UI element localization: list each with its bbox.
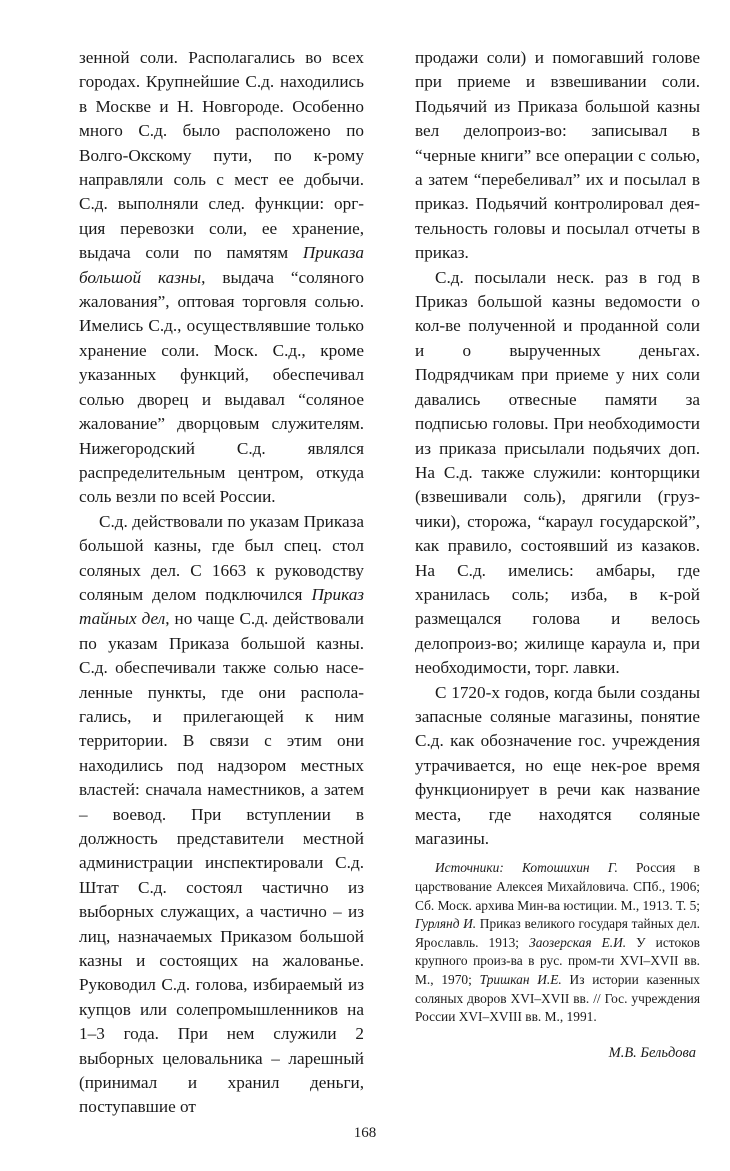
- paragraph-2: С.д. действовали по указам Приказа большой казны, где был спец. стол соляных дел. С 1663 к руководству соляным делом подключился Приказ тайных дел, но чаще С.д. действовали по указам Приказа большой казны. С.д. обеспечивали также солью населенные пункты, где они располагались, и прилегающей к ним территории. В связи с этим они находились под надзором местных властей: сначала наместников, а затем – воевод. При вступлении в должность представители местной администрации инспектировали С.д. Штат С.д. состоял частично из выборных служащих, а частично – из лиц, назначаемых Приказом большой казны и состоящих на жалованье. Руководил С.д. голова, избираемый из купцов или солепромышленников на 1–3 года. При нем служили 2 выборных целовальника – ларешный (принимал и хранил деньги, поступавшие от: [79, 511, 364, 1117]
- right-column: [415, 46, 700, 1065]
- page-number: 168: [353, 1125, 377, 1141]
- sources-label: Источники: Котошихин Г.: [435, 860, 618, 876]
- ref-prikaz-bolshoy-kazny: Приказа большой казны: [79, 243, 364, 287]
- sources-list: Источники: Котошихин Г. Россия в царствование Алексея Михайловича. СПб., 1906; Сб. Моск. архива Мин-ва юстиции. М., 1913. Т. 5; Гурлянд И. Приказ великого государя тайных дел. Ярославль. 1913; Заозерская Е.И. У истоков крупного произ-ва в рус. пром-ти XVI–XVII вв. М., 1970; Тришкан И.Е. Из истории казенных соляных дворов XVI–XVII вв. // Гос. учреждения России XVI–XVIII вв. М., 1991.: [415, 860, 701, 1025]
- paragraph-4: С.д. посылали неск. раз в год в Приказ большой казны ведомости о кол-ве полученной и проданной соли и о вырученных деньгах. Подрядчикам при приеме у них соли давались отвесные памяти за подписью головы. При необходимости из приказа присылали подьячих доп. На С.д. также служили: конторщики (взвешивали соль), дрягили (грузчики), сторожа, “караул государской”, как правило, состоявший из казаков. На С.д. имелись: амбары, где хранилась соль; изба, в к-рой размещался голова и велось делопроиз-во; жилище караула и, при необходимости, торг. лавки.: [415, 267, 700, 678]
- ref-prikaz-taynykh-del: Приказ тайных дел: [79, 584, 364, 629]
- left-column: [79, 46, 364, 1120]
- author-signature: М.В. Бельдова: [608, 1044, 696, 1061]
- paragraph-5: С 1720-х годов, когда были созданы запасные соляные магазины, понятие С.д. как обозначение гос. учреждения утрачивается, но еще нек-рое время функционирует в речи как название места, где находятся соляные магазины.: [415, 682, 700, 848]
- paragraph-1: зенной соли. Располагались во всех городах. Крупнейшие С.д. находились в Москве и Н. Новгороде. Особенно много С.д. было расположено по Волго-Окскому пути, по к-рому направляли соль с мест ее добычи. С.д. выполняли след. функции: орг-ция перевозки соли, ее хранение, выдача соли по памятям Приказа большой казны, выдача “соляного жалования”, оптовая торговля солью. Имелись С.д., осуществлявшие только хранение соли. Моск. С.д., кроме указанных функций, обеспечивал солью дворец и выдавал “соляное жалование” дворцовым служителям. Нижегородский С.д. являлся распределительным центром, откуда соль везли по всей России.: [79, 48, 365, 507]
- paragraph-3: продажи соли) и помогавший голове при приеме и взвешивании соли. Подьячий из Приказа большой казны вел делопроиз-во: записывал в “черные книги” все операции с солью, а затем “перебеливал” их и посылал в приказ. Подьячий контролировал деятельность головы и посылал отчеты в приказ.: [415, 48, 700, 263]
